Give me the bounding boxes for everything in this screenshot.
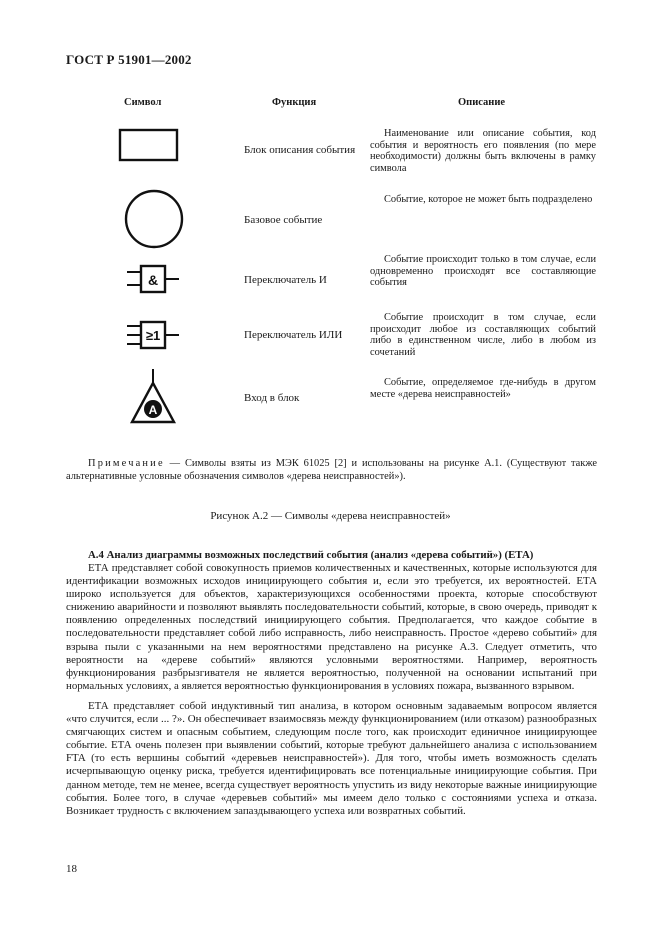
function-label-basic-event: Базовое событие xyxy=(244,214,323,226)
note-text: — Символы взяты из МЭК 61025 [2] и использованы на рисунке А.1. (Существуют также альтернативные условные обозначения символов «дерева неисправностей»). xyxy=(66,458,597,482)
description-event-block: Наименование или описание события, код события и вероятность его появления (по мере необходимости) должны быть включены в рамку символа xyxy=(370,128,596,174)
paragraph-2: ЕТА представляет собой индуктивный тип анализа, в котором основным задаваемым вопросом является «что случится, если ... ?». Он обеспечивает взаимосвязь между функционированием (или отказом) разнообразных смягчающих систем и опасным событием, следующим после того, как происходит единичное инициирующее событие. ЕТА очень полезен при выявлении событий, которые требуют дальнейшего анализа с использованием FTA (то есть вершины событий «деревьев неисправностей»). Для того, чтобы иметь возможность сделать исчерпывающую оценку риска, требуется идентифицировать все потенциальные инициирующие события. При данном методе, тем не менее, всегда существует вероятность упустить из виду некоторые важные инициирующие события. Более того, в случае «деревьев событий» мы имеем дело только с состояниями успеха и отказа. Возникает трудность с включением запаздывающего успеха или возвратных событий. xyxy=(66,700,597,817)
rectangle-event-icon xyxy=(118,127,180,163)
page-number: 18 xyxy=(66,863,77,875)
column-header-function: Функция xyxy=(272,97,317,108)
document-header: ГОСТ Р 51901—2002 xyxy=(66,52,192,67)
figure-caption: Рисунок А.2 — Символы «дерева неисправностей» xyxy=(210,510,451,522)
circle-basic-event-icon xyxy=(122,188,186,250)
note-label: Примечание xyxy=(88,458,165,469)
function-label-transfer-in: Вход в блок xyxy=(244,392,300,404)
transfer-in-symbol: A xyxy=(148,403,158,417)
function-label-and-gate: Переключатель И xyxy=(244,274,327,286)
or-gate-icon xyxy=(124,318,182,352)
column-header-description: Описание xyxy=(458,97,506,108)
paragraph-1: ЕТА представляет собой совокупность приемов количественных и качественных, которые используются для идентификации возможных исходов инициирующего события и, если это требуется, их вероятностей. ЕТА широко используется для объектов, характеризующихся особенностями проекта, которые способствуют снижению аварийности и позволяют выявлять последовательности событий, которые, в свою очередь, приводят к появлению определенных последствий инициирующего события. Предполагается, что каждое событие в последовательности представляет собой либо исправность, либо неисправность. Простое «дерево событий» для взрыва пыли с указанными на нем вероятностями представлено на рисунке А.3. Следует отметить, что вероятности на «дереве событий» являются условными вероятностями. Например, вероятность функционирования разбрызгивателя не является вероятностью, полученной на основании испытаний при нормальных условиях, а является вероятностью функционирования в условиях пожара, вызванного взрывом. xyxy=(66,562,597,692)
transfer-in-triangle-icon xyxy=(128,367,178,425)
column-header-symbol: Символ xyxy=(124,97,162,108)
and-gate-icon xyxy=(124,262,182,296)
function-label-event-block: Блок описания события xyxy=(244,144,356,156)
figure-note xyxy=(66,457,597,483)
description-or-gate: Событие происходит в том случае, если происходит любое из составляющих событий либо в единственном числе, либо в любом из сочетаний xyxy=(370,312,596,358)
section-heading: А.4 Анализ диаграммы возможных последствий события (анализ «дерева событий») (ЕТА) xyxy=(88,549,534,561)
description-basic-event: Событие, которое не может быть подразделено xyxy=(384,194,593,205)
function-label-or-gate: Переключатель ИЛИ xyxy=(244,329,343,341)
and-gate-symbol: & xyxy=(147,272,159,288)
or-gate-symbol: ≥1 xyxy=(145,328,161,343)
description-transfer-in: Событие, определяемое где-нибудь в другом месте «дерева неисправностей» xyxy=(370,377,596,400)
description-and-gate: Событие происходит только в том случае, если одновременно происходят все составляющие события xyxy=(370,254,596,289)
